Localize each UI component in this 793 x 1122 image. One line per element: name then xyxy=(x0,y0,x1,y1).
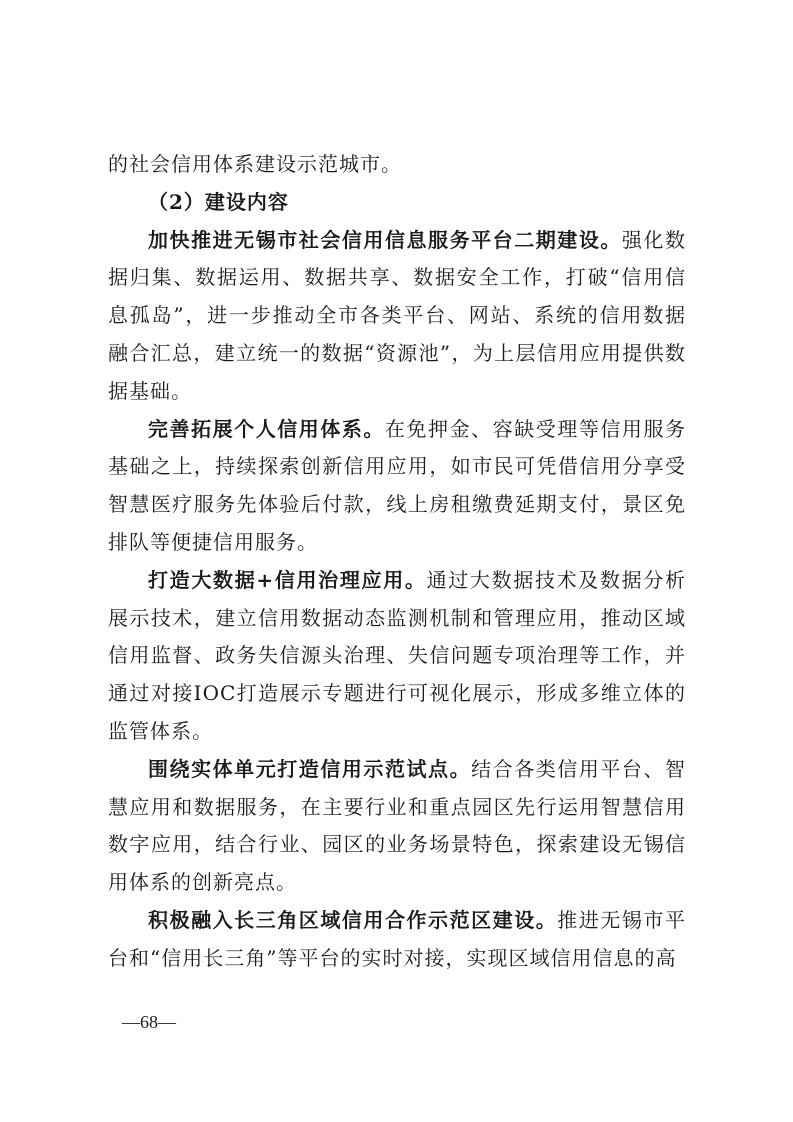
paragraph-lead: 打造大数据+信用治理应用。 xyxy=(148,567,427,592)
paragraph-lead: 积极融入长三角区域信用合作示范区建设。 xyxy=(148,907,558,932)
paragraph-platform-phase2 xyxy=(108,222,686,411)
paragraph-text: 结合各类信用平台、智慧应用和数据服务，在主要行业和重点园区先行运用智慧信用数字应用，结合行业、园区的业务场景特色，探索建设无锡信用体系的创新亮点。 xyxy=(108,756,686,895)
page-number: —68— xyxy=(122,1012,176,1032)
paragraph-lead: 围绕实体单元打造信用示范试点。 xyxy=(148,756,472,781)
paragraph-text: 强化数据归集、数据运用、数据共享、数据安全工作，打破“信用信息孤岛”，进一步推动全市各类平台、网站、系统的信用数据融合汇总，建立统一的数据“资源池”，为上层信用应用提供数据基础。 xyxy=(108,227,687,403)
paragraph-big-data xyxy=(108,562,686,751)
paragraph-text: 通过大数据技术及数据分析展示技术，建立信用数据动态监测机制和管理应用，推动区域信用监督、政务失信源头治理、失信问题专项治理等工作，并通过对接IOC打造展示专题进行可视化展示，形成多维立体的监管体系。 xyxy=(108,567,687,743)
section-heading-text: （2）建设内容 xyxy=(148,189,289,214)
paragraph-text: 的社会信用体系建设示范城市。 xyxy=(108,152,402,176)
paragraph-continuation xyxy=(108,146,686,184)
paragraph-lead: 加快推进无锡市社会信用信息服务平台二期建设。 xyxy=(148,227,622,252)
paragraph-text: 推进无锡市平台和“信用长三角”等平台的实时对接，实现区域信用信息的高 xyxy=(108,907,687,970)
paragraph-text: 在免押金、容缺受理等信用服务基础之上，持续探索创新信用应用，如市民可凭借信用分享受智慧医疗服务先体验后付款，线上房租缴费延期支付，景区免排队等便捷信用服务。 xyxy=(108,416,687,554)
paragraph-lead: 完善拓展个人信用体系。 xyxy=(148,416,385,441)
section-heading xyxy=(108,184,686,222)
paragraph-pilot xyxy=(108,751,686,902)
paragraph-personal-credit xyxy=(108,411,686,562)
document-body xyxy=(108,146,686,978)
paragraph-yangtze-delta xyxy=(108,902,686,978)
